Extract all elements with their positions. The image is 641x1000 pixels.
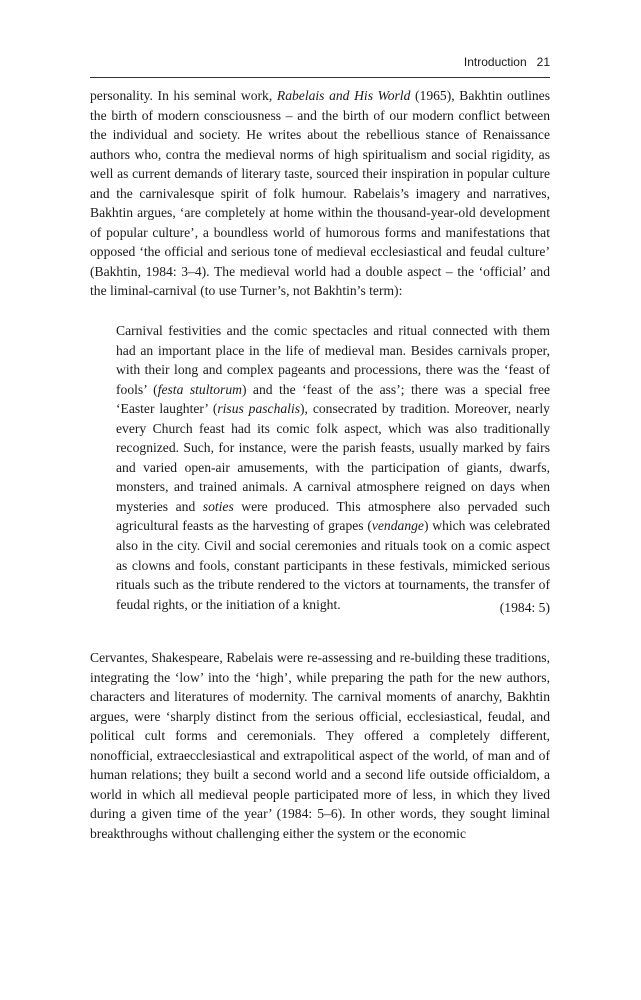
quote-text-e: ) which was celebrated also in the city. Civil and social ceremonies and rituals took on a comic aspect as clowns and fools, constant participants in these festivals, mimicked serious rituals such as the tribute rendered to the victors at tournaments, the transfer of feudal rights, or the initiation of a knight. [116, 518, 550, 612]
running-header-section: Introduction [463, 55, 527, 69]
quote-italic-vendange: vendange [371, 518, 424, 534]
quote-italic-soties: soties [202, 498, 234, 514]
quote-text-b: ) and the ‘feast of the ass’; there was a special free ‘Easter laughter’ ( [116, 381, 550, 417]
quote-text-d: were produced. This atmosphere also pervaded such agricultural feasts as the harvesting of grapes ( [116, 498, 550, 534]
quote-italic-festa-stultorum: festa stultorum [157, 381, 242, 397]
body-paragraph-1 [90, 86, 550, 301]
paragraph-1-text-b: (1965), Bakhtin outlines the birth of modern consciousness – and the birth of our modern conflict between the individual and society. He writes about the rebellious stance of Renaissance authors who, contra the medieval norms of high spiritualism and social rigidity, as well as current demands of literary taste, sourced their inspiration in popular culture and the carnivalesque spirit of folk humour. Rabelais’s imagery and narratives, Bakhtin argues, ‘are completely at home within the thousand-year-old development of popular culture’, a boundless world of humorous forms and manifestations that opposed ‘the official and serious tone of medieval ecclesiastical and feudal culture’ (Bakhtin, 1984: 3–4). The medieval world had a double aspect – the ‘official’ and the liminal-carnival (to use Turner’s, not Bakhtin’s term): [90, 88, 550, 299]
running-header [90, 55, 550, 78]
quote-citation: (1984: 5) [499, 600, 550, 615]
body-paragraph-2: Cervantes, Shakespeare, Rabelais were re-assessing and re-building these traditions, integrating the ‘low’ into the ‘high’, while preparing the path for the new authors, characters and literatures of modernity. The carnival moments of anarchy, Bakhtin argues, were ‘sharply distinct from the serious official, ecclesiastical, feudal, and political cult forms and ceremonials. They offered a completely different, nonofficial, extraecclesiastical and extrapolitical aspect of the world, of man and of human relations; they built a second world and a second life outside officialdom, a world in which all medieval people participated more of less, in which they lived during a given time of the year’ (1984: 5–6). In other words, they sought liminal breakthroughs without challenging either the system or the economic [90, 650, 550, 841]
block-quote [116, 321, 550, 614]
quote-text-a: Carnival festivities and the comic spectacles and ritual connected with them had an important place in the life of medieval man. Besides carnivals proper, with their long and complex pageants and processions, there was the ‘feast of fools’ ( [116, 323, 550, 397]
quote-text-c: ), consecrated by tradition. Moreover, nearly every Church feast had its comic folk aspect, which was also traditionally recognized. Such, for instance, were the parish feasts, usually marked by fairs and varied open-air amusements, with the participation of giants, dwarfs, monsters, and trained animals. A carnival atmosphere reigned on days when mysteries and [116, 401, 550, 514]
page-number: 21 [536, 55, 550, 69]
book-title: Rabelais and His World [276, 88, 411, 103]
quote-italic-risus-paschalis: risus paschalis [217, 401, 301, 417]
paragraph-1-text-a: personality. In his seminal work, [90, 88, 277, 103]
